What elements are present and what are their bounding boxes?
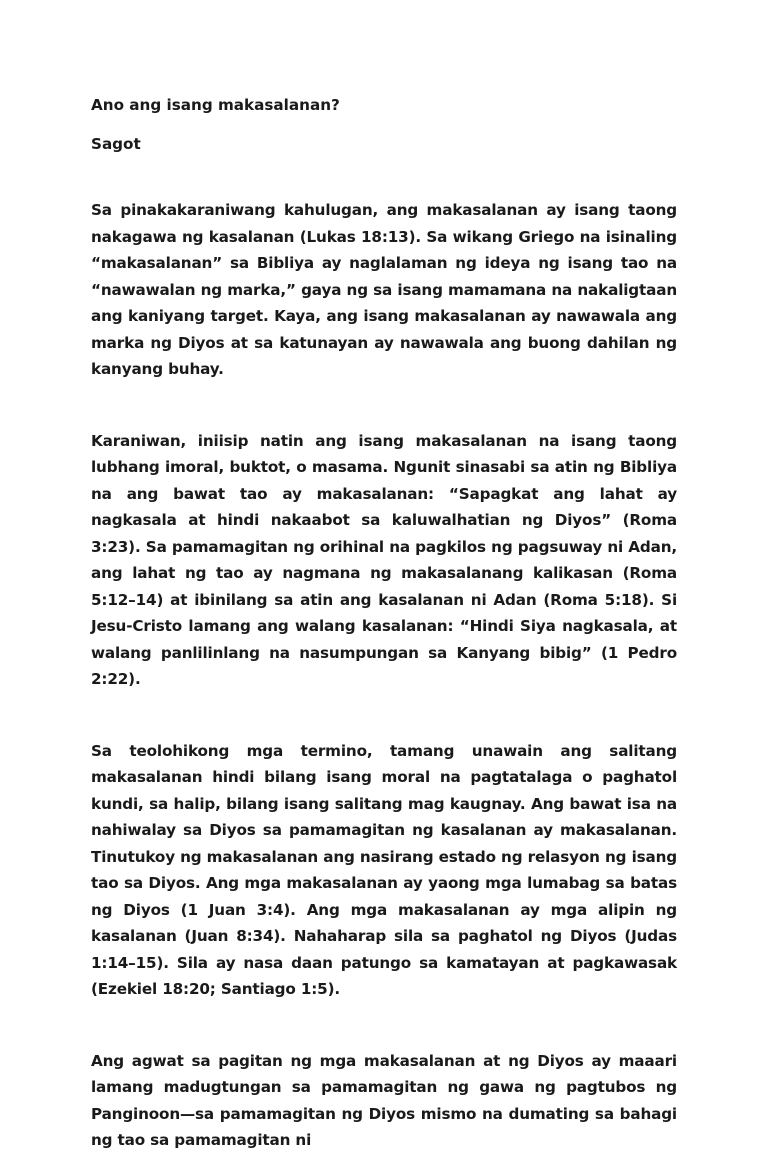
answer-label: Sagot [91, 135, 141, 153]
document-body [91, 92, 677, 1154]
paragraph-theological-terms: Sa teolohikong mga termino, tamang unawain ang salitang makasalanan hindi bilang isang moral na pagtatalaga o paghatol kundi, sa halip, bilang isang salitang mag kaugnay. Ang bawat isa na nahiwalay sa Diyos sa pamamagitan ng kasalanan ay makasalanan. Tinutukoy ng makasalanan ang nasirang estado ng relasyon ng isang tao sa Diyos. Ang mga makasalanan ay yaong mga lumabag sa batas ng Diyos (1 Juan 3:4). Ang mga makasalanan ay mga alipin ng kasalanan (Juan 8:34). Nahaharap sila sa paghatol ng Diyos (Judas 1:14–15). Sila ay nasa daan patungo sa kamatayan at pagkawasak (Ezekiel 18:20; Santiago 1:5). [91, 741, 677, 998]
question-title: Ano ang isang makasalanan? [91, 96, 340, 114]
paragraph-redemption: Ang agwat sa pagitan ng mga makasalanan at ng Diyos ay maaari lamang madugtungan sa pamamagitan ng gawa ng pagtubos ng Panginoon—sa pamamagitan ng Diyos mismo na dumating sa bahagi ng tao sa pamamagitan ni [91, 1051, 677, 1149]
paragraph-definition: Sa pinakakaraniwang kahulugan, ang makasalanan ay isang taong nakagawa ng kasalanan (Lukas 18:13). Sa wikang Griego na isinaling “makasalanan” sa Bibliya ay naglalaman ng ideya ng isang tao na “nawawalan ng marka,” gaya ng sa isang mamamana na nakaligtaan ang kaniyang target. Kaya, ang isang makasalanan ay nawawala ang marka ng Diyos at sa katunayan ay nawawala ang buong dahilan ng kanyang buhay. [91, 201, 677, 378]
paragraph-all-sinned: Karaniwan, iniisip natin ang isang makasalanan na isang taong lubhang imoral, buktot, o masama. Ngunit sinasabi sa atin ng Bibliya na ang bawat tao ay makasalanan: “Sapagkat ang lahat ay nagkasala at hindi nakaabot sa kaluwalhatian ng Diyos” (Roma 3:23). Sa pamamagitan ng orihinal na pagkilos ng pagsuway ni Adan, ang lahat ng tao ay nagmana ng makasalanang kalikasan (Roma 5:12–14) at ibinilang sa atin ang kasalanan ni Adan (Roma 5:18). Si Jesu-Cristo lamang ang walang kasalanan: “Hindi Siya nagkasala, at walang panlilinlang na nasumpungan sa Kanyang bibig” (1 Pedro 2:22). [91, 431, 677, 688]
